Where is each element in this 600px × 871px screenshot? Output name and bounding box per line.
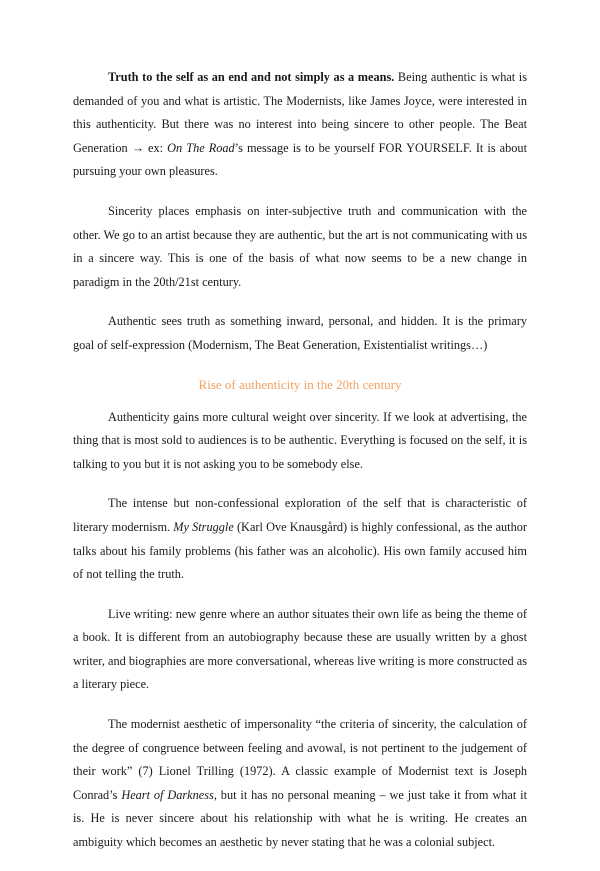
paragraph-6: Live writing: new genre where an author situates their own life as being the theme of a book. It is different from an autobiography because these are usually written by a ghost writer, and biographies are more conversational, whereas live writing is more constructed as a literary piece. <box>73 606 527 692</box>
paragraph-1-text-b: ’s message is to be yourself FOR YOURSELF. It is about pursuing your own pleasures. <box>73 140 527 179</box>
book-title-my-struggle: My Struggle <box>173 519 234 534</box>
paragraph-5-text-a: The intense but non-confessional exploration of the self that is characteristic of literary modernism. <box>73 496 527 534</box>
paragraph-7-text-b: , but it has no personal meaning – we just take it from what it is. He is never sincere about his relationship with what he is writing. He creates an ambiguity which becomes an aesthetic by never stating that he was a colonial subject. <box>73 787 527 850</box>
paragraph-2: Sincerity places emphasis on inter-subjective truth and communication with the other. We go to an artist because they are authentic, but the art is not communicating with us in a sincere way. This is one of the basis of what now seems to be a new change in paradigm in the 20th/21st century. <box>73 203 527 289</box>
section-heading: Rise of authenticity in the 20th century <box>198 376 402 392</box>
book-title-heart-of-darkness: Heart of Darkness <box>121 787 214 802</box>
paragraph-5 <box>73 492 527 586</box>
paragraph-1 <box>73 66 527 184</box>
document-body <box>73 66 527 871</box>
bold-lead-sentence: Truth to the self as an end and not simply as a means. <box>108 70 395 84</box>
paragraph-4: Authenticity gains more cultural weight over sincerity. If we look at advertising, the thing that is most sold to audiences is to be authentic. Everything is focused on the self, it is talking to you but it is not asking you to be somebody else. <box>73 409 527 471</box>
book-title-on-the-road: On The Road <box>167 140 235 155</box>
paragraph-5-text-b: (Karl Ove Knausgård) is highly confessional, as the author talks about his family problems (his father was an alcoholic). His own family accused him of not telling the truth. <box>73 519 527 582</box>
paragraph-3: Authentic sees truth as something inward, personal, and hidden. It is the primary goal of self-expression (Modernism, The Beat Generation, Existentialist writings…) <box>73 314 527 352</box>
paragraph-1-text-a: Being authentic is what is demanded of you and what is artistic. The Modernists, like James Joyce, were interested in this authenticity. But there was no interest into being sincere to other people. The Beat Generation → ex: <box>73 70 528 155</box>
paragraph-7 <box>73 713 527 855</box>
paragraph-7-text-a: The modernist aesthetic of impersonality “the criteria of sincerity, the calculation of the degree of congruence between feeling and avowal, is not pertinent to the judgement of their work” (7) Lionel Trilling (1972). A classic example of Modernist text is Joseph Conrad’s <box>73 717 527 802</box>
